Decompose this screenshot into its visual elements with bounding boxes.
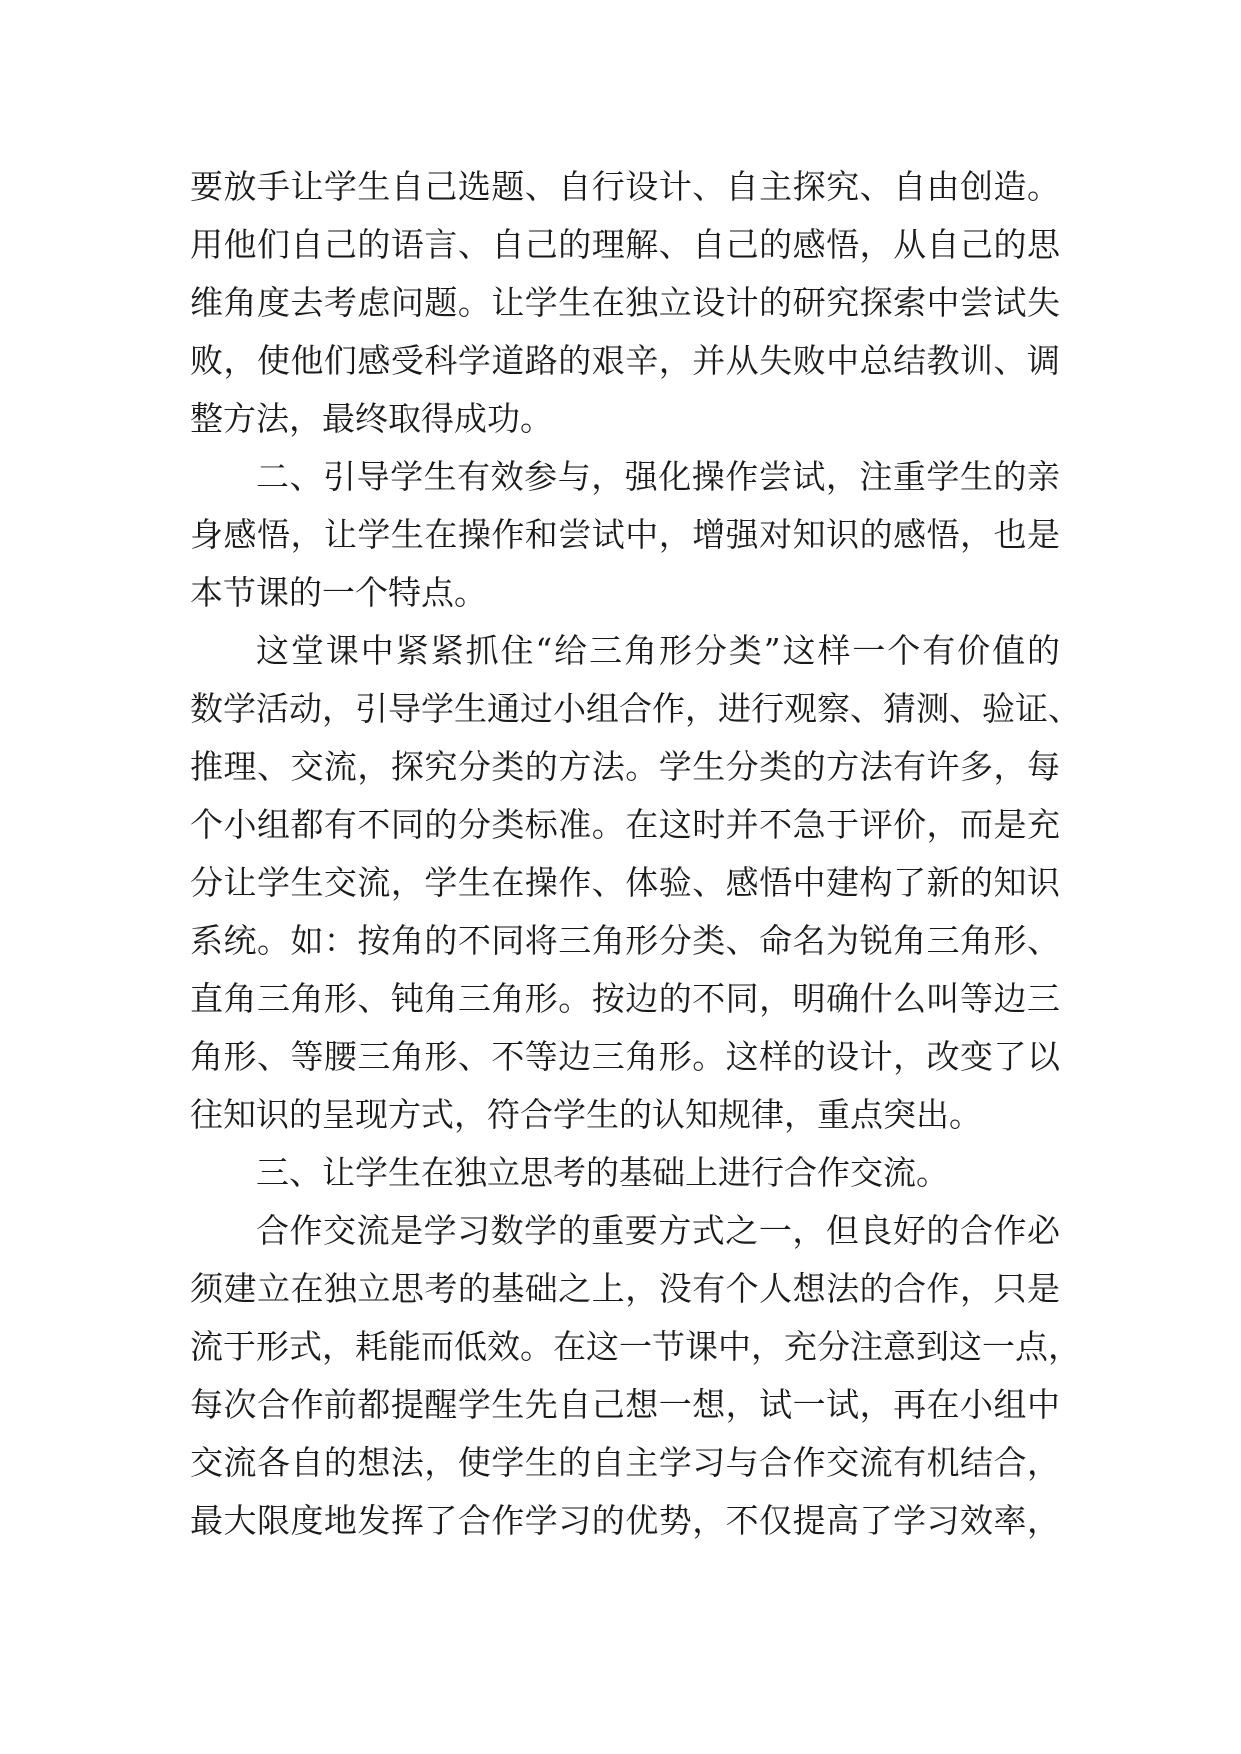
text-line: 本节课的一个特点。 [190, 573, 487, 612]
text-line: 维角度去考虑问题。让学生在独立设计的研究探索中尝试失 [190, 283, 1060, 322]
text-line: 个小组都有不同的分类标准。在这时并不急于评价，而是充 [190, 805, 1060, 844]
text-line: 推理、交流，探究分类的方法。学生分类的方法有许多，每 [190, 747, 1060, 786]
text-line: 角形、等腰三角形、不等边三角形。这样的设计，改变了以 [190, 1037, 1060, 1076]
text-line: 败，使他们感受科学道路的艰辛，并从失败中总结教训、调 [190, 341, 1060, 380]
text-line: 直角三角形、钝角三角形。按边的不同，明确什么叫等边三 [190, 979, 1060, 1018]
body-text [190, 158, 1081, 1550]
text-line: 系统。如：按角的不同将三角形分类、命名为锐角三角形、 [190, 921, 1060, 960]
text-line: 身感悟，让学生在操作和尝试中，增强对知识的感悟，也是 [190, 515, 1060, 554]
text-line: 最大限度地发挥了合作学习的优势，不仅提高了学习效率， [190, 1501, 1060, 1540]
text-line: 分让学生交流，学生在操作、体验、感悟中建构了新的知识 [190, 863, 1060, 902]
text-line: 须建立在独立思考的基础之上，没有个人想法的合作，只是 [190, 1269, 1060, 1308]
text-line: 用他们自己的语言、自己的理解、自己的感悟，从自己的思 [190, 225, 1060, 264]
text-line: 每次合作前都提醒学生先自己想一想，试一试，再在小组中 [190, 1385, 1060, 1424]
text-line: 整方法，最终取得成功。 [190, 399, 553, 438]
text-line: 往知识的呈现方式，符合学生的认知规律，重点突出。 [190, 1095, 982, 1134]
text-line: 交流各自的想法，使学生的自主学习与合作交流有机结合， [190, 1443, 1060, 1482]
text-line: 数学活动，引导学生通过小组合作，进行观察、猜测、验证、 [190, 689, 1081, 728]
text-line: 这堂课中紧紧抓住“给三角形分类”这样一个有价值的 [256, 631, 1060, 670]
text-line: 合作交流是学习数学的重要方式之一，但良好的合作必 [256, 1211, 1060, 1250]
text-line: 要放手让学生自己选题、自行设计、自主探究、自由创造。 [190, 167, 1060, 206]
text-line: 流于形式，耗能而低效。在这一节课中，充分注意到这一点， [190, 1327, 1081, 1366]
text-line: 二、引导学生有效参与，强化操作尝试，注重学生的亲 [256, 457, 1060, 496]
text-line: 三、让学生在独立思考的基础上进行合作交流。 [256, 1153, 949, 1192]
